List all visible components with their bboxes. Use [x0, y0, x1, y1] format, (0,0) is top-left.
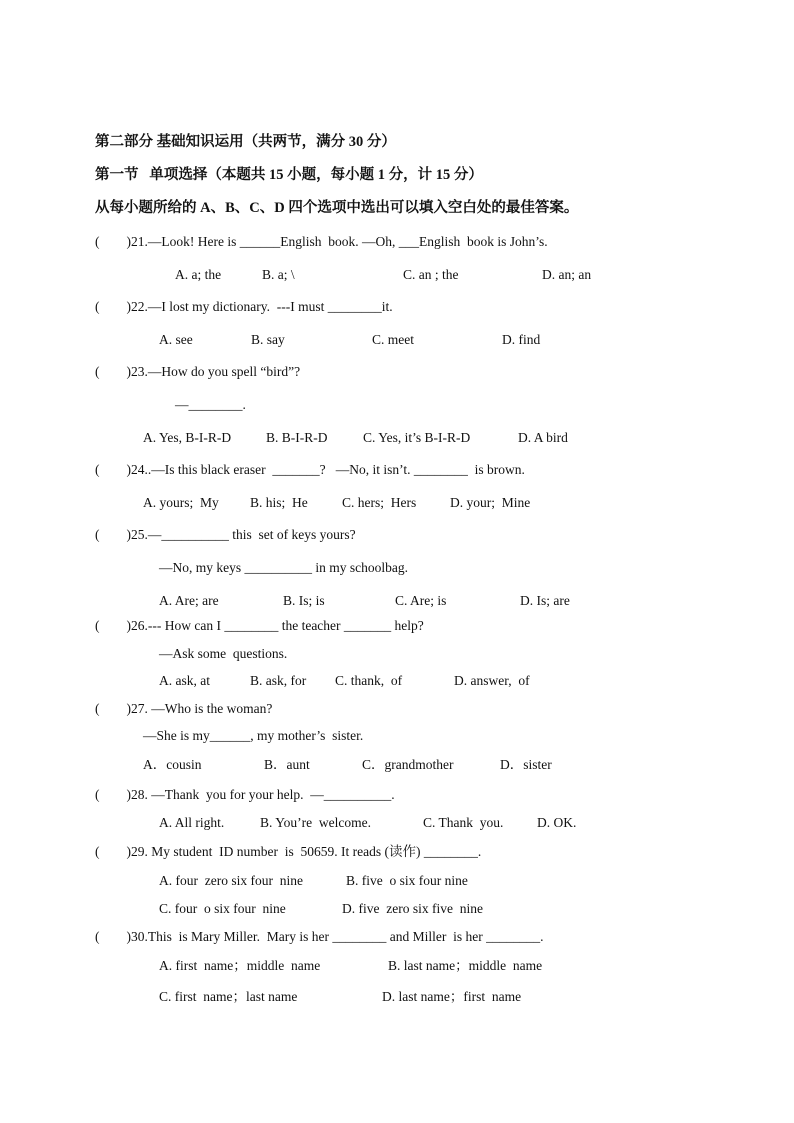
question-24-option-c: C. hers; Hers	[342, 495, 417, 510]
question-29-option-d: D. five zero six five nine	[342, 901, 483, 916]
question-27-stem: ( )27. —Who is the woman?	[95, 701, 273, 716]
question-27-option-a: A．cousin	[143, 757, 202, 772]
question-26-stem: ( )26.--- How can I ________ the teacher _______ help?	[95, 618, 424, 633]
question-30-option-d: D. last name；first name	[382, 989, 522, 1004]
question-25-option-d: D. Is; are	[520, 593, 570, 608]
question-24-option-d: D. your; Mine	[450, 495, 531, 510]
question-27-option-c: C．grandmother	[362, 757, 454, 772]
question-23-answer-line: —________.	[175, 397, 246, 412]
question-27-response-line: —She is my______, my mother’s sister.	[143, 728, 364, 743]
question-30-option-b: B. last name；middle name	[388, 958, 543, 973]
question-25-option-c: C. Are; is	[395, 593, 447, 608]
instruction-text: 从每小题所给的 A、B、C、D 四个选项中选出可以填入空白处的最佳答案。	[95, 200, 579, 216]
question-21-option-c: C. an ; the	[403, 267, 459, 282]
question-25-option-b: B. Is; is	[283, 593, 325, 608]
question-21-option-a: A. a; the	[175, 267, 222, 282]
question-29-stem: ( )29. My student ID number is 50659. It reads (读作) ________.	[95, 844, 482, 859]
question-21-option-b: B. a; \	[262, 267, 295, 282]
question-23-stem: ( )23.—How do you spell “bird”?	[95, 364, 301, 379]
question-30-option-c: C. first name；last name	[159, 989, 298, 1004]
question-21-stem: ( )21.—Look! Here is ______English book. —Oh, ___English book is John’s.	[95, 234, 548, 249]
question-29-option-b: B. five o six four nine	[346, 873, 468, 888]
question-26-response-line: —Ask some questions.	[159, 646, 288, 661]
question-28-stem: ( )28. —Thank you for your help. —__________.	[95, 787, 395, 802]
question-22-stem: ( )22.—I lost my dictionary. ---I must ________it.	[95, 299, 393, 314]
question-22-option-c: C. meet	[372, 332, 414, 347]
part-heading: 第二部分 基础知识运用（共两节，满分 30 分）	[95, 134, 396, 150]
question-27-option-d: D．sister	[500, 757, 552, 772]
question-28-option-d: D. OK.	[537, 815, 577, 830]
question-21-option-d: D. an; an	[542, 267, 592, 282]
question-30-stem: ( )30.This is Mary Miller. Mary is her ________ and Miller is her ________.	[95, 929, 544, 944]
question-26-option-b: B. ask, for	[250, 673, 307, 688]
question-26-option-d: D. answer, of	[454, 673, 530, 688]
question-29-option-c: C. four o six four nine	[159, 901, 286, 916]
question-23-option-d: D. A bird	[518, 430, 568, 445]
question-27-option-b: B．aunt	[264, 757, 310, 772]
question-23-option-a: A. Yes, B-I-R-D	[143, 430, 232, 445]
question-30-option-a: A. first name；middle name	[159, 958, 321, 973]
question-28-option-a: A. All right.	[159, 815, 225, 830]
question-23-option-c: C. Yes, it’s B-I-R-D	[363, 430, 471, 445]
question-28-option-c: C. Thank you.	[423, 815, 504, 830]
question-24-option-a: A. yours; My	[143, 495, 219, 510]
question-25-option-a: A. Are; are	[159, 593, 219, 608]
question-24-stem: ( )24..—Is this black eraser _______? —No, it isn’t. ________ is brown.	[95, 462, 525, 477]
question-26-option-a: A. ask, at	[159, 673, 210, 688]
question-24-option-b: B. his; He	[250, 495, 308, 510]
question-25-stem: ( )25.—__________ this set of keys yours?	[95, 527, 356, 542]
question-29-option-a: A. four zero six four nine	[159, 873, 303, 888]
question-28-option-b: B. You’re welcome.	[260, 815, 371, 830]
question-25-response-line: —No, my keys __________ in my schoolbag.	[159, 560, 408, 575]
question-26-option-c: C. thank, of	[335, 673, 403, 688]
question-22-option-a: A. see	[159, 332, 193, 347]
question-22-option-d: D. find	[502, 332, 541, 347]
question-22-option-b: B. say	[251, 332, 285, 347]
section-heading: 第一节 单项选择（本题共 15 小题，每小题 1 分，计 15 分）	[95, 167, 483, 183]
question-23-option-b: B. B-I-R-D	[266, 430, 328, 445]
